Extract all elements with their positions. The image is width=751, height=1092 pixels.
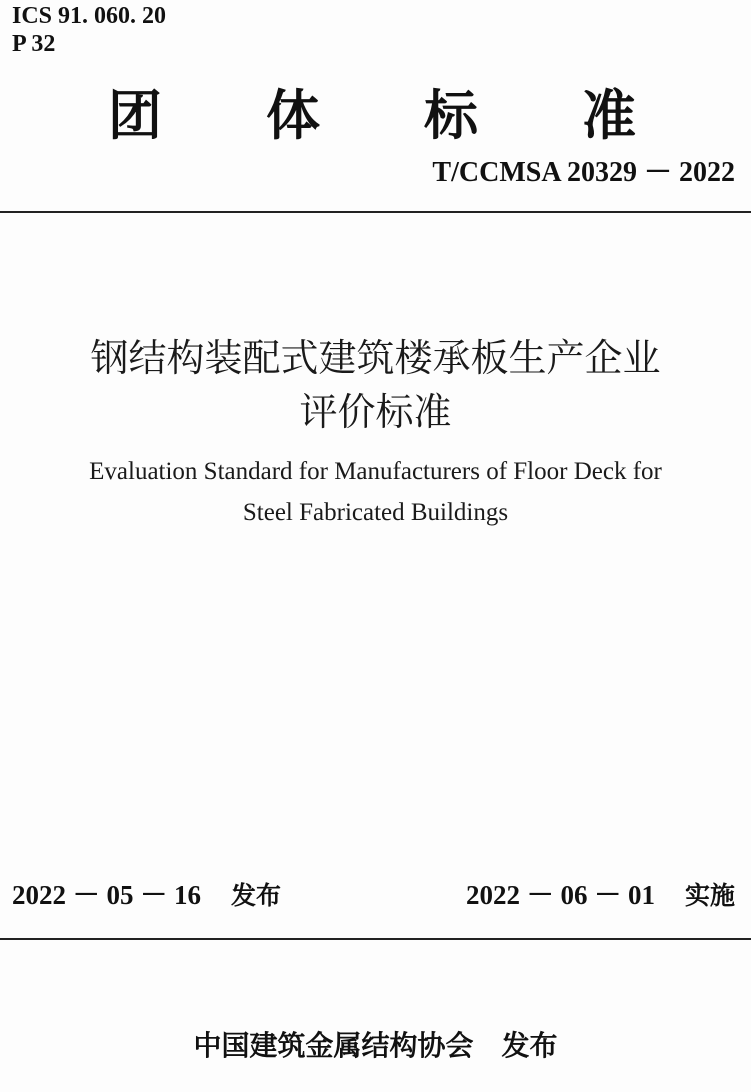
issue-label: 发布 [231, 881, 282, 910]
publisher-action: 发布 [501, 1029, 558, 1062]
standard-type-char-2: 体 [266, 84, 320, 147]
publisher-line [0, 1028, 751, 1064]
effective-label: 实施 [684, 881, 735, 910]
standard-type-char-1: 团 [108, 84, 162, 147]
title-en-line-1: Evaluation Standard for Manufacturers of Floor Deck for [89, 458, 662, 485]
issue-date-line [12, 878, 281, 913]
standard-number: T/CCMSA 20329 － 2022 [432, 157, 735, 188]
standard-type-heading [0, 86, 751, 146]
ics-code: ICS 91. 060. 20 [12, 3, 167, 29]
standard-type-char-3: 标 [424, 84, 478, 147]
effective-date-line [466, 878, 735, 913]
issue-date: 2022 － 05 － 16 [12, 880, 201, 910]
classification-codes [12, 2, 166, 58]
title-cn-line-1: 钢结构装配式建筑楼承板生产企业 [90, 336, 661, 380]
title-en-line-2: Steel Fabricated Buildings [242, 499, 509, 526]
standard-type-char-4: 准 [582, 84, 636, 147]
title-cn-line-2: 评价标准 [299, 390, 452, 434]
bottom-divider [0, 938, 751, 940]
effective-date: 2022 － 06 － 01 [465, 880, 655, 910]
ccs-code: P 32 [12, 31, 56, 57]
top-divider [0, 211, 751, 213]
publisher-name: 中国建筑金属结构协会 [193, 1029, 474, 1062]
